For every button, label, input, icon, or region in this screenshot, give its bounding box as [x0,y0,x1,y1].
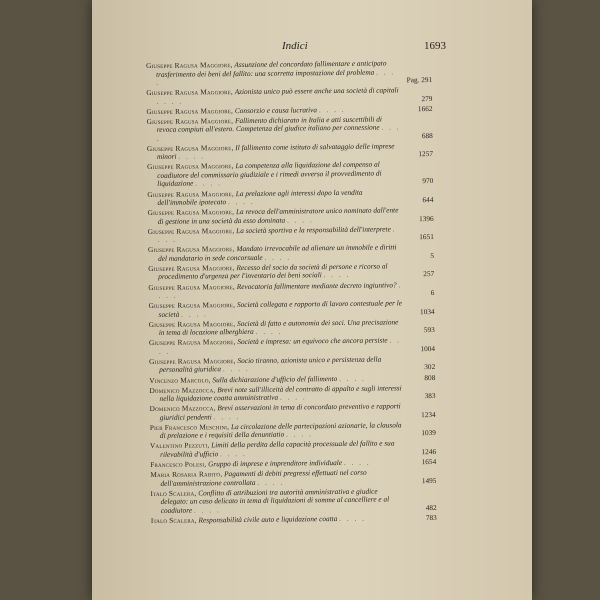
entry-body [146,59,402,87]
section-title: Indici [282,40,308,52]
entry-author: Francesco Polesi, [150,459,207,469]
leader-dots: . . . . [286,214,314,225]
leader-dots: . . . . [227,196,255,207]
leader-dots: . . . . [264,252,292,262]
entry-author: Giuseppe Ragusa Maggiore, [147,225,235,236]
leader-dots: . . . . [339,513,366,523]
index-entry [146,59,432,87]
entry-author: Giuseppe Ragusa Maggiore, [148,300,236,311]
entry-page: 644 [422,195,434,205]
entry-body [147,161,403,189]
index-entry [146,86,432,106]
entry-body [149,299,405,319]
entry-body [148,262,404,282]
entry-author: Maria Rosaria Rabito, [150,469,223,480]
index-entry [147,142,433,162]
entry-page: 970 [422,176,434,186]
entry-page: 6 [430,288,435,298]
index-entry [150,421,436,441]
entry-title: Recesso del socio da società di persone e ricorso al procedimento d'urgenza per l'inventario dei beni sociali [158,261,388,282]
entry-body [147,188,403,208]
entry-body [149,337,405,357]
leader-dots: . . . . [323,270,351,280]
entry-page: 482 [425,502,437,512]
entry-author: Valentino Pezzuti, [149,440,210,451]
entry-page: 783 [425,512,437,522]
entry-title: Società collegata e rapporto di lavoro contestuale per le società [158,298,403,319]
entry-body [148,244,404,264]
entry-page: 257 [423,269,435,279]
entry-page: 1004 [420,343,436,353]
entry-page: 1654 [421,456,437,467]
entry-author: Giuseppe Ragusa Maggiore, [145,60,233,70]
leader-dots: . . . . [279,392,307,402]
entry-page: 1257 [418,149,434,159]
entry-page: 1662 [417,103,433,113]
entry-page: 808 [424,372,436,382]
entry-page: 593 [423,325,435,335]
entry-title: Assunzione del concordato fallimentare e anticipato trasferimento dei beni del fallito: una scorretta impostazione del problema [156,58,387,79]
entry-author: Giuseppe Ragusa Maggiore, [148,337,236,348]
index-entry [147,115,433,143]
index-entry [148,206,434,226]
page-number: 1693 [424,40,446,52]
index-entry [148,262,434,282]
entry-title: Conflitto di attribuzioni tra autorità amministrativa e giudice delegato: un caso delicato in tema di liquidazioni di somme al cancelliere e al coadiutore [160,486,390,515]
entry-page: 1396 [419,213,434,223]
leader-dots: . . . . [156,96,184,106]
entry-title: Gruppo di imprese e imprenditore individuale [208,457,343,469]
leader-dots: . . . . [156,122,401,143]
entry-title: Società di fatto e autonomia dei soci. Una precisazione in tema di locazione alberghiera [158,317,399,338]
leader-dots: . . . . [318,104,346,114]
entry-author: Vincenzo Marcolo, [149,374,211,385]
entry-title: La società sportiva e la responsabilità dell'interprete [236,224,391,235]
entry-title: Responsabilità civile auto e liquidazione coatta [198,513,338,525]
entry-author: Giuseppe Ragusa Maggiore, [147,188,234,199]
index-entry [147,188,433,208]
index-entry [149,384,435,404]
entry-title: Pagamenti di debiti pregressi effettuati nel corso dell'amministrazione controllata [160,467,367,488]
entry-page: 1651 [419,232,434,242]
leader-dots: . . . . [178,151,206,162]
leader-dots: . . . . [158,335,401,356]
entry-author: Giuseppe Ragusa Maggiore, [146,115,234,126]
entry-body [149,355,405,375]
entry-author: Italo Scalera, [150,515,197,525]
index-entry [148,281,434,301]
entry-title: Mandato irrevocabile ad alienare un immobile e diritti del mandatario in sede concorsuale [158,242,397,263]
entry-author: Giuseppe Ragusa Maggiore, [148,318,236,329]
entry-author: Giuseppe Ragusa Maggiore, [146,87,233,98]
leader-dots: . . . . [156,66,396,87]
index-entry [150,402,436,422]
entry-body [147,142,403,162]
index-entry [149,299,435,319]
entry-author: Giuseppe Ragusa Maggiore, [146,142,234,153]
entry-title: Limiti della perdita della capacità processuale del fallito e sua rilevabilità d'ufficio [160,438,395,459]
entry-author: Domenico Mazzocca, [149,384,216,395]
entry-author: Giuseppe Ragusa Maggiore, [147,207,235,218]
leader-dots: . . . . [255,326,283,337]
entry-body [149,318,405,338]
entry-author: Giuseppe Ragusa Maggiore, [148,281,235,292]
entry-page: 1246 [421,446,437,457]
index-entry [149,318,435,338]
leader-dots: . . . . [257,477,285,487]
index-entry [151,514,437,525]
entry-body [150,487,406,515]
entry-title: La revoca dell'amministratore unico nominato dall'ente di gestione in una società da esso dominata [157,205,399,226]
entry-author: Giuseppe Ragusa Maggiore, [148,263,235,273]
entry-body [149,384,405,404]
index-list [146,59,437,527]
index-entry [148,243,434,263]
index-entry [147,160,433,188]
entry-body [148,206,404,226]
entry-body [147,115,403,143]
entry-body [150,468,406,488]
entry-title: Società e impresa: un equivoco che ancora persiste [237,335,388,347]
entry-author: Giuseppe Ragusa Maggiore, [147,244,235,255]
entry-title: La prelazione agli interessi dopo la vendita dell'immobile ipotecato [157,187,363,207]
entry-page: 1039 [421,428,436,438]
entry-title: La competenza alla liquidazione del compenso al coadiutore del commissario giudiziale e i rimedi avverso il provvedimento di liquidazione [157,160,382,189]
entry-page: 688 [421,130,433,140]
entry-body [150,440,406,460]
leader-dots: . . . . [158,279,403,300]
entry-page: 1034 [419,306,435,316]
leader-dots: . . . . [219,448,247,459]
index-entry [149,336,435,356]
index-entry [149,355,435,375]
leader-dots: . . . . [286,429,313,439]
leader-dots: . . . . [193,504,221,515]
leader-dots: . . . . [181,308,208,319]
entry-page: 279 [421,93,433,103]
entry-body [148,281,404,301]
index-entry [148,225,434,245]
entry-title: Revocatoria fallimentare mediante decreto ingiuntivo? [236,279,397,291]
entry-title: Brevi note sull'illiceità del contratto di appalto e sugli interessi nella liquidazione coatta amministrativa [159,382,402,403]
entry-author: Pier Francesco Meschini, [149,421,230,432]
entry-page: 302 [424,362,436,372]
leader-dots: . . . . [343,457,371,467]
entry-title: Brevi osservazioni in tema di concordato preventivo e rapporti giuridici pendenti [159,401,401,422]
entry-title: Socio tiranno, azionista unico e persistenza della personalità giuridica [159,354,382,375]
entry-page: 1495 [421,475,437,485]
entry-title: Fallimento dichiarato in Italia e atti suscettibili di revoca compiuti all'estero. Competenza del giudice italiano per connessione [156,114,382,135]
index-entry [150,468,436,488]
entry-author: Domenico Mazzocca, [149,403,216,414]
leader-dots: . . . . [213,411,241,421]
entry-body [151,514,407,525]
leader-dots: . . . . [339,373,366,383]
entry-page: 5 [430,250,435,260]
entry-title: La circolazione delle partecipazioni azionarie, la clausola di prelazione e i requisiti della denuntiatio [159,420,402,441]
entry-author: Giuseppe Ragusa Maggiore, [146,105,234,116]
entry-body [146,86,402,106]
entry-title: Azionista unico può essere anche una società di capitali [234,85,399,97]
index-entry [150,487,436,515]
leader-dots: . . . . [157,224,397,245]
entry-title: Il fallimento come istituto di salvataggio delle imprese minori [156,141,395,162]
entry-body [150,402,406,422]
entry-page: 383 [424,391,436,401]
entry-title: Sulla dichiarazione d'ufficio del fallimento [212,373,338,384]
entry-body [150,421,406,441]
leader-dots: . . . . [195,178,223,188]
entry-author: Giuseppe Ragusa Maggiore, [147,161,234,172]
entry-page: Pag. 291 [406,75,433,85]
entry-title: Consorzio e causa lucrativa [234,104,318,115]
index-entry [150,439,436,459]
entry-page: 1234 [421,409,436,419]
entry-author: Giuseppe Ragusa Maggiore, [149,355,236,366]
leader-dots: . . . . [222,364,250,374]
entry-author: Italo Scalera, [150,488,197,498]
entry-body [148,225,404,245]
